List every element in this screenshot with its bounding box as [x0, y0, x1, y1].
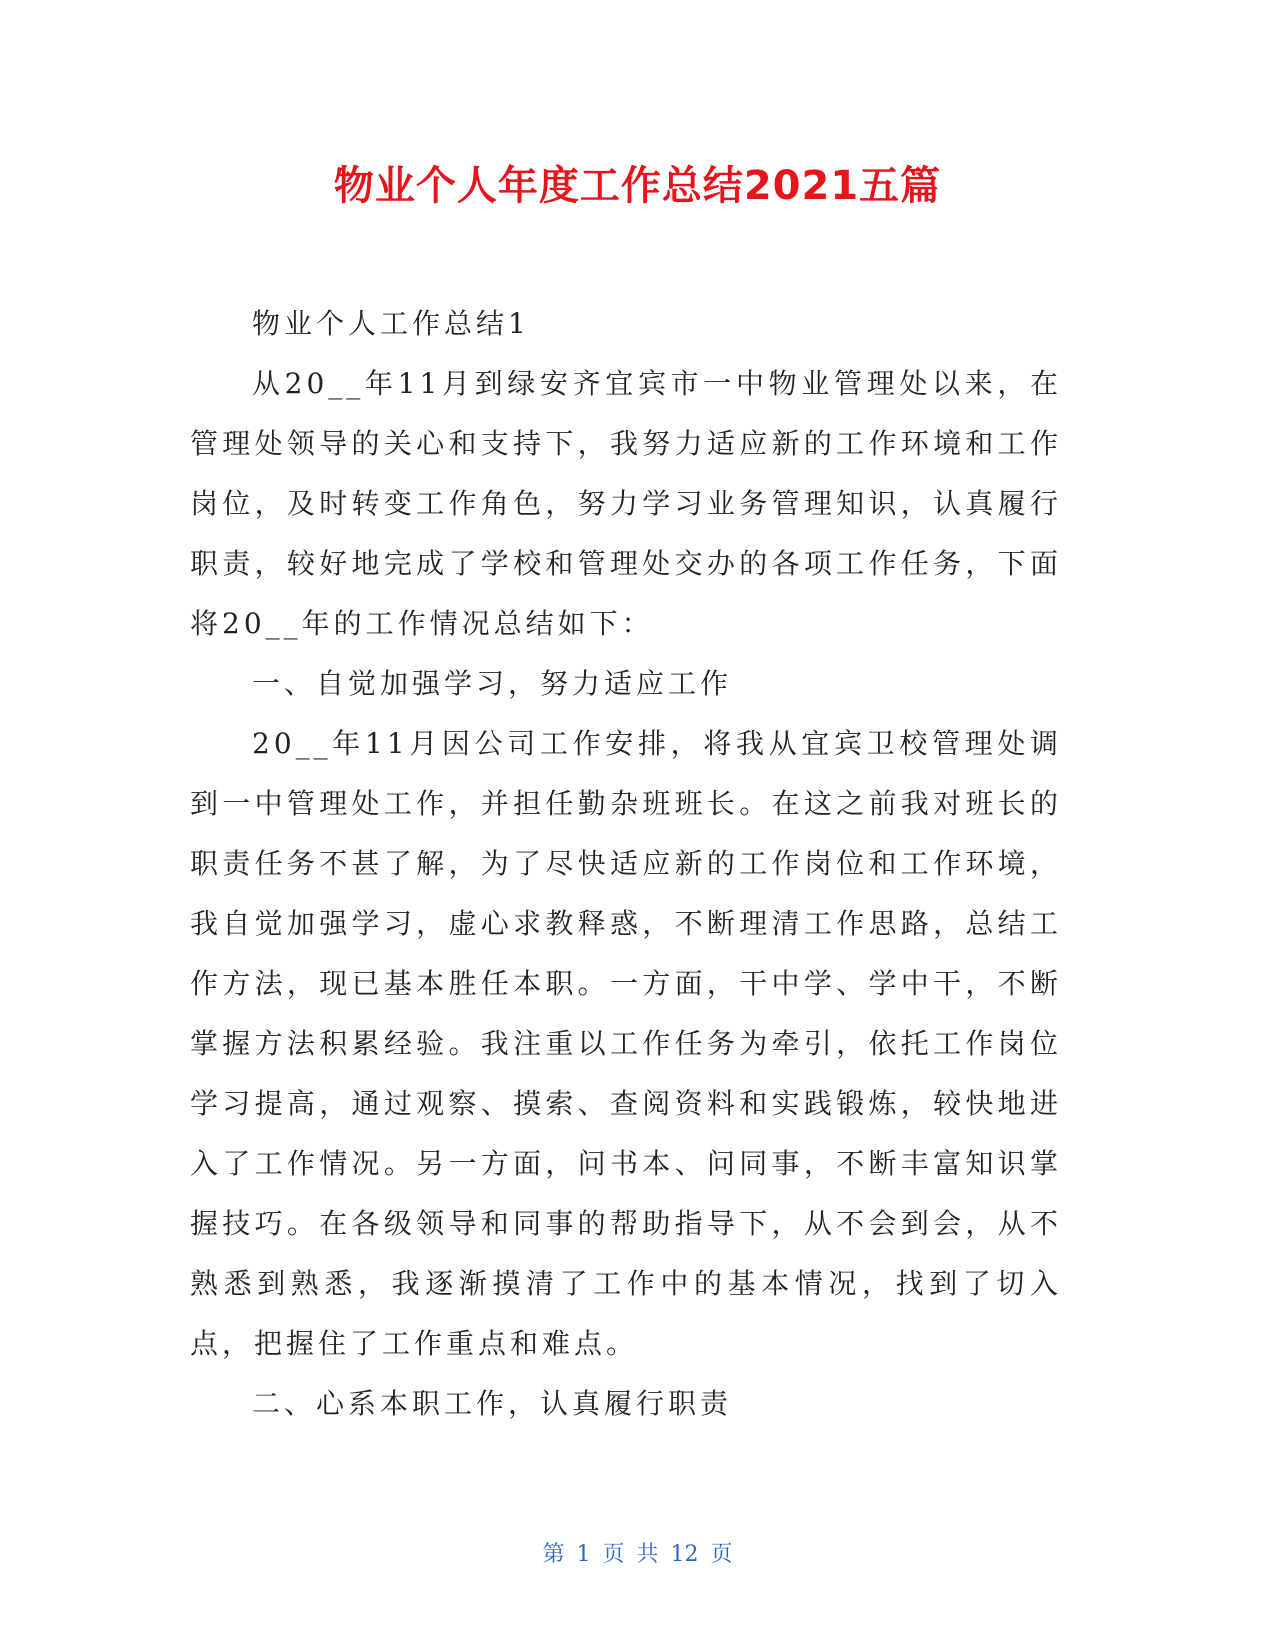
section-heading: 二、心系本职工作，认真履行职责: [252, 1387, 733, 1420]
section-heading: 一、自觉加强学习，努力适应工作: [252, 667, 733, 700]
footer-total-word: 共: [636, 1542, 659, 1567]
footer-prefix: 第: [542, 1542, 565, 1567]
footer-total-pages: 12: [670, 1542, 699, 1567]
footer-current-page: 1: [576, 1542, 591, 1567]
page-footer: [0, 1540, 1275, 1570]
body-paragraph: 从20__年11月到绿安齐宜宾市一中物业管理处以来，在管理处领导的关心和支持下，我努力适应新的工作环境和工作岗位，及时转变工作角色，努力学习业务管理知识，认真履行职责，较好地完成了学校和管理处交办的各项工作任务，下面将20__年的工作情况总结如下：: [190, 367, 1062, 640]
document-title: 物业个人年度工作总结2021五篇: [333, 163, 942, 209]
footer-suffix: 页: [710, 1542, 733, 1567]
footer-page-word: 页: [602, 1542, 625, 1567]
document-body: [190, 294, 1062, 1434]
body-paragraph: 20__年11月因公司工作安排，将我从宜宾卫校管理处调到一中管理处工作，并担任勤杂班班长。在这之前我对班长的职责任务不甚了解，为了尽快适应新的工作岗位和工作环境，我自觉加强学习，虚心求教释惑，不断理清工作思路，总结工作方法，现已基本胜任本职。一方面，干中学、学中干，不断掌握方法积累经验。我注重以工作任务为牵引，依托工作岗位学习提高，通过观察、摸索、查阅资料和实践锻炼，较快地进入了工作情况。另一方面，问书本、问同事，不断丰富知识掌握技巧。在各级领导和同事的帮助指导下，从不会到会，从不熟悉到熟悉，我逐渐摸清了工作中的基本情况，找到了切入点，把握住了工作重点和难点。: [190, 727, 1062, 1360]
section-heading: 物业个人工作总结1: [252, 307, 530, 340]
